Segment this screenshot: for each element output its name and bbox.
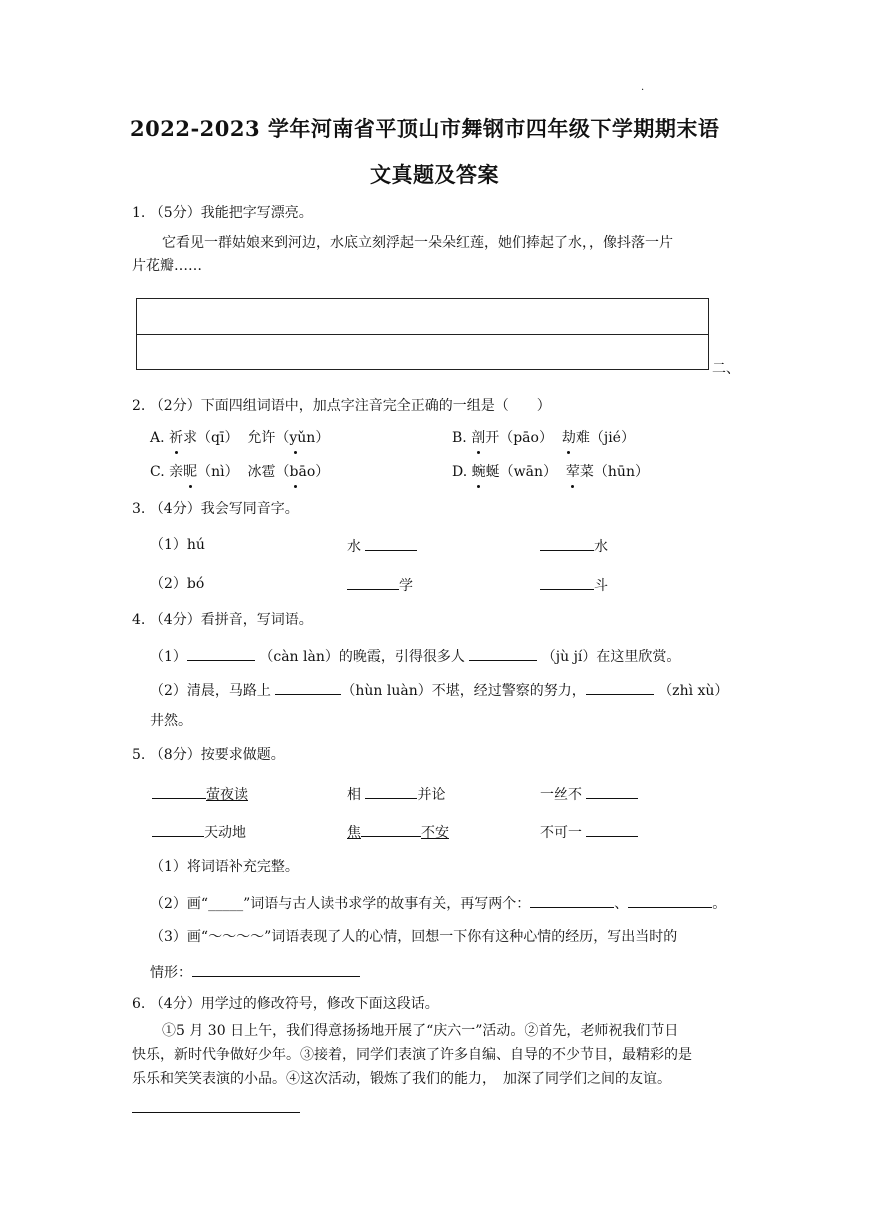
q5-r1c2-a: 相	[347, 787, 361, 803]
q2-c-word1: （nì）	[197, 464, 239, 480]
q2-d-word1: 蜒（wān）	[485, 464, 557, 480]
q2-option-a[interactable]	[150, 427, 329, 449]
q5-r2c3-blank[interactable]	[586, 820, 638, 837]
q5-r2c1-blank[interactable]	[152, 820, 204, 837]
q3-row1-a-char: 水	[347, 539, 361, 555]
q5-r1c2-blank[interactable]	[365, 782, 417, 799]
q5-r2c2	[347, 820, 449, 844]
q5-sub2-sep: 、	[614, 896, 629, 912]
q2-c-dotted-char1: 昵	[183, 461, 197, 483]
corner-mark: .	[641, 82, 645, 93]
q2-a-dotted-char2: 许（yǔn）	[261, 427, 329, 449]
q3-row2-a	[347, 573, 413, 597]
q5-r1c1	[152, 782, 248, 806]
q3-row1-label: （1）hú	[150, 537, 205, 553]
q5-sub2-end: 。	[712, 896, 727, 912]
q4-header: 4. （4分）看拼音，写词语。	[132, 612, 313, 628]
q5-r1c1-blank[interactable]	[152, 782, 206, 799]
q3-row2-b	[540, 573, 608, 597]
footnote-divider	[132, 1112, 300, 1113]
q2-option-c[interactable]	[150, 461, 329, 483]
q4-line3: 井然。	[150, 713, 192, 729]
q5-sub2	[150, 891, 726, 915]
q5-r1c1-text: 萤夜读	[206, 787, 248, 803]
q3-row1-b	[540, 534, 608, 558]
q2-b-prefix: B.	[452, 430, 472, 446]
q1-after-box: 二、	[712, 361, 740, 377]
q5-r2c3	[540, 820, 638, 844]
q2-b-dotted-char1: 剖	[471, 427, 485, 449]
q5-sub1: （1）将词语补充完整。	[150, 859, 299, 875]
q4-blank-hunluan[interactable]	[275, 678, 341, 695]
q4-blank-zhixu[interactable]	[586, 678, 654, 695]
q2-header: 2. （2分）下面四组词语中，加点字注音完全正确的一组是（ ）	[132, 398, 551, 414]
q6-para-line1: ①5 月 30 日上午，我们得意扬扬地开展了“庆六一”活动。②首先，老师祝我们节日	[162, 1023, 679, 1039]
q2-a-word2-char: 允	[247, 430, 262, 446]
q2-c-word2-char: 冰	[247, 464, 262, 480]
q5-sub3-line2	[150, 960, 360, 984]
q5-r1c3-text: 一丝不	[540, 787, 582, 803]
q2-option-d[interactable]	[452, 461, 649, 483]
q4-blank-juji[interactable]	[469, 644, 537, 661]
q3-row1-b-blank[interactable]	[540, 534, 594, 551]
q3-header: 3. （4分）我会写同音字。	[132, 501, 299, 517]
q4-l1-c: （jù jí）在这里欣赏。	[541, 649, 681, 665]
q2-a-dotted-char1: 祈	[169, 427, 183, 449]
q4-l2-c: （zhì xù）	[658, 683, 729, 699]
q3-row1-a	[347, 534, 417, 558]
q5-sub3-label: 情形：	[150, 965, 192, 981]
q4-l2-a: （2）清晨，马路上	[150, 683, 271, 699]
q5-r1c3	[540, 782, 638, 806]
q5-header: 5. （8分）按要求做题。	[132, 747, 285, 763]
q4-line1	[150, 644, 680, 668]
q1-header: 1. （5分）我能把字写漂亮。	[132, 205, 313, 221]
q1-text-line2: 片花瓣……	[132, 258, 202, 274]
q2-d-dotted-char2: 荤	[566, 461, 580, 483]
q2-d-dotted-char1: 蜿	[472, 461, 486, 483]
q5-sub3: （3）画“～～～～”词语表现了人的心情，回想一下你有这种心情的经历，写出当时的	[150, 929, 678, 945]
q5-r1c2	[347, 782, 445, 806]
q5-sub2-blank1[interactable]	[530, 891, 614, 908]
q5-r2c2-a: 焦	[347, 825, 361, 841]
q2-b-word1: 开（pāo）	[485, 430, 553, 446]
q3-row2-b-char: 斗	[594, 578, 608, 594]
q5-r2c2-blank[interactable]	[361, 820, 421, 837]
q4-l2-b: （hùn luàn）不堪，经过警察的努力，	[341, 683, 586, 699]
q5-r2c2-b: 不安	[421, 825, 449, 841]
q2-option-b[interactable]	[452, 427, 635, 449]
q3-row1-b-char: 水	[594, 539, 608, 555]
q5-sub2-blank2[interactable]	[628, 891, 712, 908]
q5-r2c1-text: 天动地	[204, 825, 246, 841]
q6-header: 6. （4分）用学过的修改符号，修改下面这段话。	[132, 996, 439, 1012]
q4-line2	[150, 678, 728, 702]
page-title-line1: 2022-2023 学年河南省平顶山市舞钢市四年级下学期期末语	[130, 116, 720, 141]
q2-b-word2: 难（jié）	[575, 430, 635, 446]
q2-c-prefix: C. 亲	[150, 464, 184, 480]
q2-c-dotted-char2: 雹（bāo）	[262, 461, 330, 483]
q4-l1-a: （1）	[150, 649, 187, 665]
q6-para-line3: 乐乐和笑笑表演的小品。④这次活动，锻炼了我们的能力， 加深了同学们之间的友谊。	[132, 1071, 671, 1087]
q2-b-dotted-char2: 劫	[562, 427, 576, 449]
q3-row1-a-blank[interactable]	[365, 534, 417, 551]
q2-a-word1: 求（qī）	[183, 430, 239, 446]
q4-l1-b: （càn làn）的晚霞，引得很多人	[259, 649, 465, 665]
q2-d-prefix: D.	[452, 464, 472, 480]
q3-row2-a-char: 学	[399, 578, 413, 594]
q6-para-line2: 快乐，新时代争做好少年。③接着，同学们表演了许多自编、自导的不少节目，最精彩的是	[132, 1047, 692, 1063]
q3-row2-a-blank[interactable]	[347, 573, 399, 590]
page-title-line2: 文真题及答案	[370, 162, 499, 187]
q5-r1c2-b: 并论	[417, 787, 446, 803]
q4-blank-canlan[interactable]	[187, 644, 255, 661]
q5-sub2-text: （2）画“_____”词语与古人读书求学的故事有关，再写两个：	[150, 896, 531, 912]
q3-row2-b-blank[interactable]	[540, 573, 594, 590]
q5-r2c1	[152, 820, 246, 844]
q3-row2-label: （2）bó	[150, 576, 205, 592]
writing-box[interactable]	[136, 298, 709, 370]
q5-sub3-blank[interactable]	[192, 960, 360, 977]
q2-a-prefix: A.	[150, 430, 170, 446]
q1-text-line1: 它看见一群姑娘来到河边，水底立刻浮起一朵朵红莲，她们捧起了水，，像抖落一片	[162, 235, 673, 251]
q5-r2c3-text: 不可一	[540, 825, 582, 841]
q5-r1c3-blank[interactable]	[586, 782, 638, 799]
q2-d-word2: 菜（hūn）	[579, 464, 649, 480]
writing-box-divider	[137, 334, 708, 335]
